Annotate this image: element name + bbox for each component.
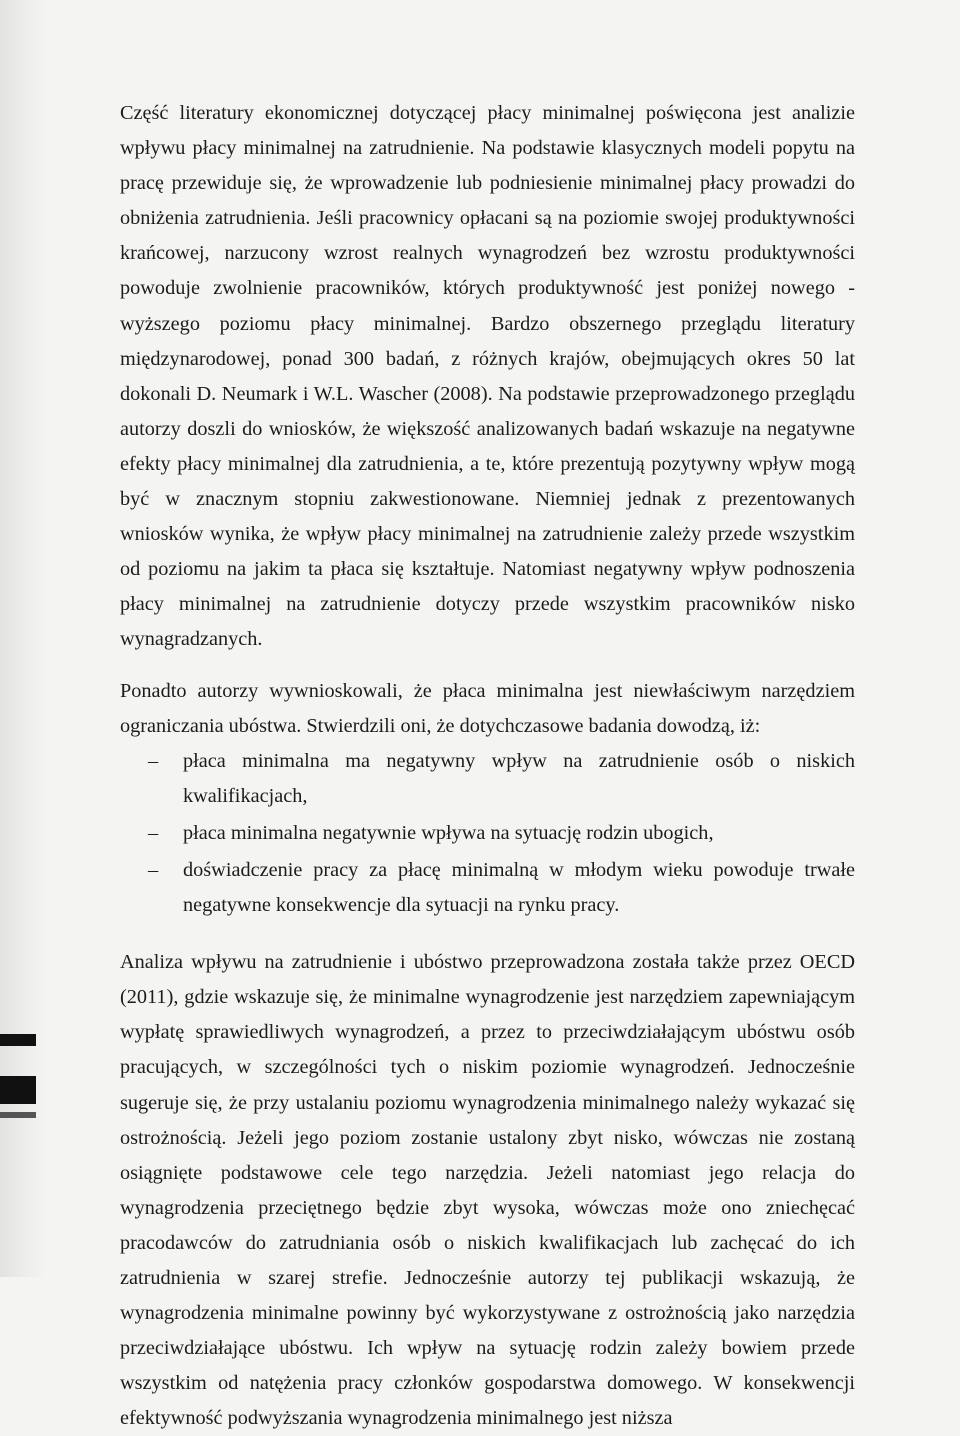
binder-mark (0, 1076, 36, 1104)
binder-mark (0, 1112, 36, 1118)
dash-bullet: – (148, 858, 159, 881)
binder-mark (0, 1034, 36, 1046)
paragraph-minimum-wage-literature: Część literatury ekonomicznej dotyczącej płacy minimalnej poświęcona jest analizie wpływu płacy minimalnej na zatrudnienie. Na podstawie klasycznych modeli popytu na pracę przewiduje się, że wprowadzenie lub podniesienie minimalnej płacy prowadzi do obniżenia zatrudnienia. Jeśli pracownicy opłacani są na poziomie swojej produktywności krańcowej, narzucony wzrost realnych wynagrodzeń bez wzrostu produktywności powoduje zwolnienie pracowników, których produktywność jest poniżej nowego - wyższego poziomu płacy minimalnej. Bardzo obszernego przeglądu literatury międzynarodowej, ponad 300 badań, z różnych krajów, obejmujących okres 50 lat dokonali D. Neumark i W.L. Wascher (2008). Na podstawie przeprowadzonego przeglądu autorzy doszli do wniosków, że większość analizowanych badań wskazuje na negatywne efekty płacy minimalnej dla zatrudnienia, a te, które prezentują pozytywny wpływ mogą być w znacznym stopniu zakwestionowane. Niemniej jednak z prezentowanych wniosków wynika, że wpływ płacy minimalnej na zatrudnienie zależy przede wszystkim od poziomu na jakim ta płaca się kształtuje. Natomiast negatywny wpływ podnoszenia płacy minimalnej na zatrudnienie dotyczy przede wszystkim pracowników nisko wynagradzanych. (120, 102, 855, 651)
dash-bullet: – (148, 749, 159, 772)
document-page (120, 96, 855, 1436)
paragraph-authors-conclusions: Ponadto autorzy wywnioskowali, że płaca minimalna jest niewłaściwym narzędziem ograniczania ubóstwa. Stwierdzili oni, że dotychczasowe badania dowodzą, iż: (120, 679, 855, 737)
list-item-text: płaca minimalna negatywnie wpływa na sytuację rodzin ubogich, (183, 821, 714, 844)
dash-bullet: – (148, 821, 159, 844)
findings-list (120, 744, 855, 923)
list-item (120, 744, 855, 814)
list-item (120, 853, 855, 923)
paragraph-oecd-analysis: Analiza wpływu na zatrudnienie i ubóstwo przeprowadzona została także przez OECD (2011), gdzie wskazuje się, że minimalne wynagrodzenie jest narzędziem zapewniającym wypłatę sprawiedliwych wynagrodzeń, a przez to przeciwdziałającym ubóstwu osób pracujących, w szczególności tych o niskim poziomie wynagrodzeń. Jednocześnie sugeruje się, że przy ustalaniu poziomu wynagrodzenia minimalnego należy wykazać się ostrożnością. Jeżeli jego poziom zostanie ustalony zbyt nisko, wówczas nie zostaną osiągnięte podstawowe cele tego narzędzia. Jeżeli natomiast jego relacja do wynagrodzenia przeciętnego będzie zbyt wysoka, wówczas może ono zniechęcać pracodawców do zatrudniania osób o niskich kwalifikacjach lub zachęcać do ich zatrudnienia w szarej strefie. Jednocześnie autorzy tej publikacji wskazują, że wynagrodzenia minimalne powinny być wykorzystywane z ostrożnością jako narzędzia przeciwdziałające ubóstwu. Ich wpływ na sytuację rodzin zależy bowiem przede wszystkim od natężenia pracy członków gospodarstwa domowego. W konsekwencji efektywność podwyższania wynagrodzenia minimalnego jest niższa (120, 951, 855, 1430)
list-item (120, 816, 855, 851)
list-item-text: płaca minimalna ma negatywny wpływ na zatrudnienie osób o niskich kwalifikacjach, (183, 749, 855, 807)
list-item-text: doświadczenie pracy za płacę minimalną w młodym wieku powoduje trwałe negatywne konsekwencje dla sytuacji na rynku pracy. (183, 858, 855, 917)
